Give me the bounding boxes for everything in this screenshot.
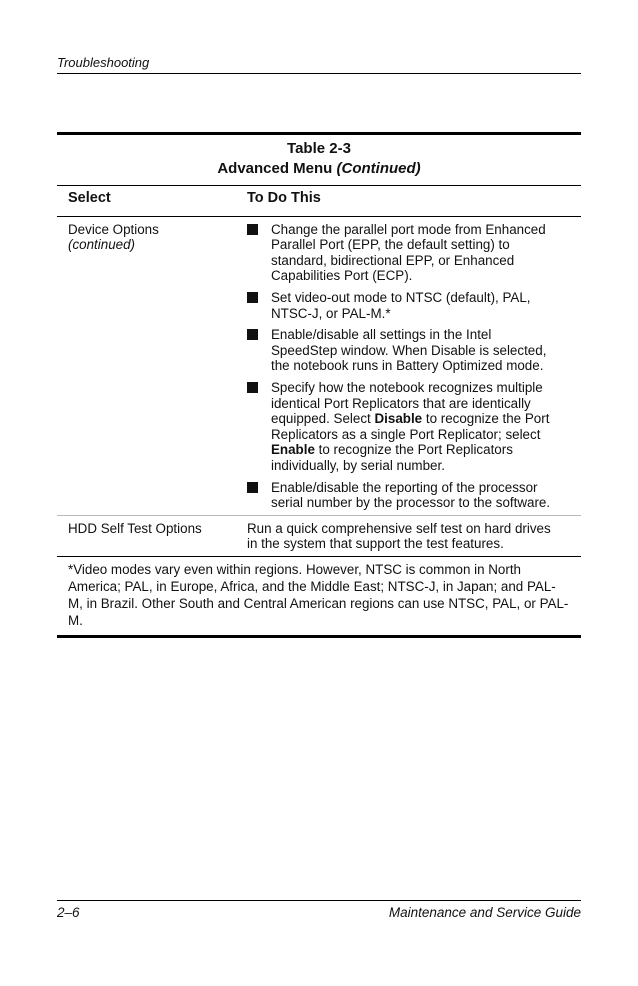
guide-title: Maintenance and Service Guide <box>388 905 581 920</box>
header-rule <box>57 73 581 74</box>
bullet-item <box>247 380 581 474</box>
select-sublabel: (continued) <box>68 237 135 253</box>
footer-rule <box>57 900 581 901</box>
todo-cell <box>247 521 581 552</box>
bullet-text: Set video-out mode to NTSC (default), PAL, NTSC-J, or PAL-M.* <box>271 289 531 321</box>
table-title <box>57 159 581 179</box>
bullet-item <box>247 327 581 374</box>
table-footnote: *Video modes vary even within regions. However, NTSC is common in North America; PAL, in Europe, Africa, and the Middle East; NTSC-J, in Japan; and PAL-M, in Brazil. Other South and Central American regions can use NTSC, PAL, or PAL-M. <box>68 561 569 628</box>
advanced-menu-table <box>57 132 581 638</box>
column-header-todo: To Do This <box>247 190 321 206</box>
table-title-suffix: (Continued) <box>336 160 421 177</box>
square-bullet-icon <box>247 329 258 340</box>
square-bullet-icon <box>247 292 258 303</box>
bold-keyword-disable: Disable <box>374 411 423 427</box>
running-head: Troubleshooting <box>57 55 150 70</box>
todo-text: Run a quick comprehensive self test on hard drives in the system that support the test features. <box>247 520 551 552</box>
bullet-text: Enable/disable all settings in the Intel SpeedStep window. When Disable is selected, the notebook runs in Battery Optimized mode. <box>271 327 547 374</box>
bullet-text-part: to recognize the Port Replicators individually, by serial number. <box>271 442 513 473</box>
page-number: 2–6 <box>57 905 80 920</box>
table-header-row <box>57 186 581 216</box>
select-cell: HDD Self Test Options <box>68 520 202 536</box>
bullet-text: Change the parallel port mode from Enhanced Parallel Port (EPP, the default setting) to standard, bidirectional EPP, or Enhanced Capabilities Port (ECP). <box>271 221 546 284</box>
bullet-text: Enable/disable the reporting of the processor serial number by the processor to the software. <box>271 479 551 511</box>
bullet-item <box>247 480 581 511</box>
table-row-device-options <box>57 217 581 515</box>
table-row-hdd-self-test <box>57 516 581 556</box>
square-bullet-icon <box>247 482 258 493</box>
table-bottom-rule <box>57 635 581 638</box>
select-cell <box>57 222 247 511</box>
bold-keyword-enable: Enable <box>271 442 315 458</box>
bullet-text-part: Specify how the notebook recognizes multiple identical Port Replicators that are identically equipped. Select <box>271 379 543 427</box>
table-caption <box>57 135 581 185</box>
bullet-text <box>271 380 559 474</box>
column-header-select: Select <box>68 190 111 206</box>
square-bullet-icon <box>247 224 258 235</box>
bullet-item <box>247 222 581 284</box>
table-number: Table 2-3 <box>287 140 351 157</box>
select-label: Device Options <box>68 221 159 237</box>
square-bullet-icon <box>247 382 258 393</box>
bullet-text-part: to recognize the Port Replicators as a single Port Replicator; select <box>271 411 550 442</box>
bullet-item <box>247 290 581 321</box>
todo-cell <box>247 222 581 511</box>
table-title-main: Advanced Menu <box>217 160 337 177</box>
